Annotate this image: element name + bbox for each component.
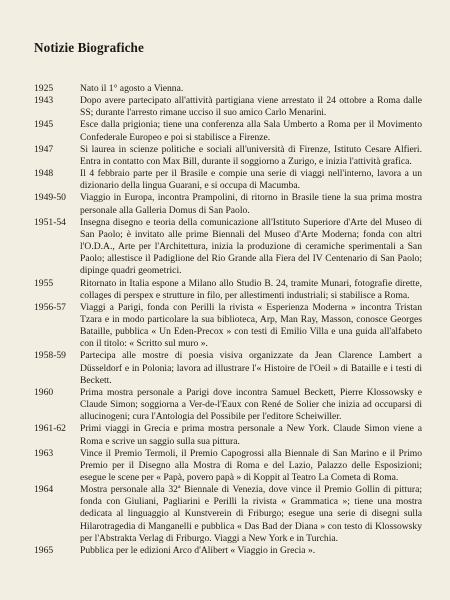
entry-year: 1943 bbox=[34, 95, 54, 107]
entry-year: 1965 bbox=[34, 544, 54, 556]
entry-year: 1951-54 bbox=[34, 216, 66, 228]
biography-entry bbox=[34, 302, 422, 351]
entry-year: 1945 bbox=[34, 119, 54, 131]
biography-entry bbox=[34, 119, 422, 143]
entry-text: Nato il 1° agosto a Vienna. bbox=[80, 83, 184, 94]
biography-entry bbox=[34, 144, 422, 168]
entry-text: Viaggio in Europa, incontra Prampolini, di ritorno in Brasile tiene la sua prima mostra personale alla Galleria Domus di San Paolo. bbox=[80, 192, 422, 216]
entry-year: 1947 bbox=[34, 143, 54, 155]
biography-entry bbox=[34, 387, 422, 423]
entry-text: Pubblica per le edizioni Arco d'Alibert « Viaggio in Grecia ». bbox=[80, 544, 316, 556]
entry-text: Ritornato in Italia espone a Milano allo Studio B. 24, tramite Munari, fotografie dirette, collages di perspex e strutture in filo, per allestimenti industriali; si stabilisce a Roma. bbox=[80, 277, 422, 301]
entry-text: Esce dalla prigionia; tiene una conferenza alla Sala Umberto a Roma per il Movimento Confederale Europeo e poi si stabilisce a Firenze. bbox=[80, 119, 422, 143]
biography-entry bbox=[34, 423, 422, 447]
entry-text: Dopo avere partecipato all'attività partigiana viene arrestato il 24 ottobre a Roma dalle SS; durante l'arresto rimane ucciso il suo amico Carlo Menarini. bbox=[80, 95, 422, 119]
entry-text: Insegna disegno e teoria della comunicazione all'Istituto Superiore d'Arte del Museo di San Paolo; è invitato alle prime Biennali del Museo d'Arte Moderna; fonda con altri l'O.D.A., Arte per l'Architettura, inizia la produzione di ceramiche sperimentali a San Paolo; allestisce il Padiglione del Rio Grande alla Fiera del IV Centenario di San Paolo; dipinge quadri geometrici. bbox=[80, 216, 422, 277]
biography-entry bbox=[34, 83, 422, 95]
entry-text: Viaggi a Parigi, fonda con Perilli la rivista « Esperienza Moderna » incontra Tristan Tzara e in modo particolare la sua biblioteca, Arp, Man Ray, Masson, conosce Georges Bataille, pubblica « Un Eden-Precox » con testi di Emilio Villa e una guida all'alfabeto con il titolo: « Scritto sul muro ». bbox=[80, 301, 422, 350]
biography-entry bbox=[34, 545, 422, 557]
biography-entry bbox=[34, 448, 422, 484]
entry-year: 1961-62 bbox=[34, 423, 66, 435]
biography-entry bbox=[34, 350, 422, 386]
entry-year: 1949-50 bbox=[34, 192, 66, 204]
entry-year: 1948 bbox=[34, 168, 54, 180]
entry-year: 1963 bbox=[34, 447, 54, 459]
entry-year: 1964 bbox=[34, 484, 54, 496]
biography-entry bbox=[34, 192, 422, 216]
biography-list bbox=[34, 83, 422, 557]
entry-text: Partecipa alle mostre di poesia visiva organizzate da Jean Clarence Lambert a Düsseldorf e in Polonia; lavora ad illustrare l'« Histoire de l'Oeil » di Bataille e i testi di Beckett. bbox=[80, 350, 422, 386]
biography-entry bbox=[34, 278, 422, 302]
biography-entry bbox=[34, 217, 422, 278]
entry-text: Mostra personale alla 32ª Biennale di Venezia, dove vince il Premio Gollin di pittura; fonda con Giuliani, Pagliarini e Perilli la rivista « Grammatica »; tiene una mostra dedicata al linguaggio al Kunstverein di Friburgo; esegue una serie di disegni sulla Hilarotragedia di Manganelli e pubblica « Das Bad der Diana » con testo di Klossowsky per l'Abstrakta Verlag di Friburgo. Viaggi a New York e in Turchia. bbox=[80, 484, 422, 544]
biography-entry bbox=[34, 95, 422, 119]
entry-year: 1955 bbox=[34, 277, 54, 289]
biography-entry bbox=[34, 484, 422, 545]
entry-text: Il 4 febbraio parte per il Brasile e compie una serie di viaggi nell'interno, lavora a un dizionario della lingua Guarani, e si occupa di Macumba. bbox=[80, 168, 422, 192]
biography-entry bbox=[34, 168, 422, 192]
entry-text: Primi viaggi in Grecia e prima mostra personale a New York. Claude Simon viene a Roma e scrive un saggio sulla sua pittura. bbox=[80, 423, 422, 447]
entry-text: Si laurea in scienze politiche e sociali all'università di Firenze, Istituto Cesare Alfieri. Entra in contatto con Max Bill, durante il soggiorno a Zurigo, e inizia l'attività grafica. bbox=[80, 143, 422, 167]
entry-year: 1925 bbox=[34, 83, 54, 94]
entry-year: 1960 bbox=[34, 386, 54, 398]
entry-text: Prima mostra personale a Parigi dove incontra Samuel Beckett, Pierre Klossowsky e Claude Simon; soggiorna a Ver-de-l'Eaux con René de Solier che inizia ad occuparsi di allucinogeni; cura l'Antologia del Possibile per l'editore Scheiwiller. bbox=[80, 386, 422, 423]
entry-year: 1958-59 bbox=[34, 350, 66, 362]
entry-year: 1956-57 bbox=[34, 301, 66, 313]
entry-text: Vince il Premio Termoli, il Premio Capogrossi alla Biennale di San Marino e il Primo Premio per il Disegno alla Mostra di Roma e del Lazio, Palazzo delle Esposizioni; esegue le scene per « Papà, povero papà » di Koppit al Teatro La Cometa di Roma. bbox=[80, 447, 422, 483]
page-title: Notizie Biografiche bbox=[34, 40, 144, 55]
